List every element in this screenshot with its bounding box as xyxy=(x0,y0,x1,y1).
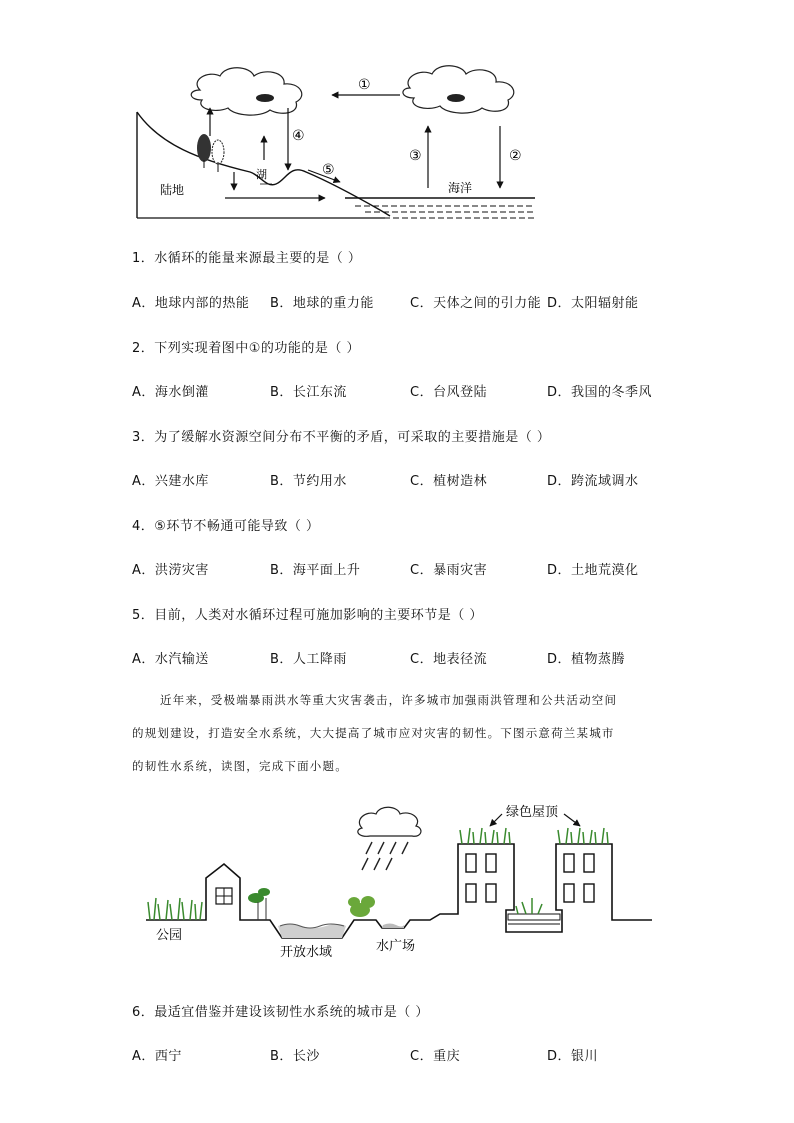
q5-option-b[interactable]: B．人工降雨 xyxy=(270,652,347,667)
shrub-icon xyxy=(348,896,375,917)
building-right-windows xyxy=(564,854,594,902)
label-lake: 湖 xyxy=(256,168,267,181)
q1-option-a[interactable]: A．地球内部的热能 xyxy=(132,296,250,311)
label-n4: ④ xyxy=(292,128,305,144)
question-2-stem: 2．下列实现着图中①的功能的是（ ） xyxy=(132,341,361,356)
open-water xyxy=(278,924,346,938)
label-n1: ① xyxy=(358,77,371,93)
q6-option-d[interactable]: D．银川 xyxy=(547,1049,599,1064)
building-left-windows xyxy=(466,854,496,902)
green-roof-right-icon xyxy=(558,828,608,844)
label-n3: ③ xyxy=(409,148,422,164)
label-green-roof: 绿色屋顶 xyxy=(506,805,559,820)
water-cycle-figure xyxy=(130,60,540,225)
q1-option-b[interactable]: B．地球的重力能 xyxy=(270,296,374,311)
q4-option-d[interactable]: D．土地荒漠化 xyxy=(547,563,639,578)
passage-line-3: 的韧性水系统，读图，完成下面小题。 xyxy=(132,759,348,773)
ground-profile xyxy=(146,844,652,938)
rain-cloud-icon xyxy=(358,807,421,836)
resilient-water-system-figure xyxy=(140,798,660,968)
q2-option-b[interactable]: B．长江东流 xyxy=(270,385,347,400)
cloud-right-icon xyxy=(403,66,514,113)
q1-option-c[interactable]: C．天体之间的引力能 xyxy=(410,296,542,311)
passage-line-2: 的规划建设，打造安全水系统，大大提高了城市应对灾害的韧性。下图示意荷兰某城市 xyxy=(132,726,615,740)
label-n2: ② xyxy=(509,148,522,164)
question-5-stem: 5．目前，人类对水循环过程可施加影响的主要环节是（ ） xyxy=(132,608,483,623)
question-3-stem: 3．为了缓解水资源空间分布不平衡的矛盾，可采取的主要措施是（ ） xyxy=(132,430,551,445)
question-1-stem: 1．水循环的能量来源最主要的是（ ） xyxy=(132,251,362,266)
q2-option-c[interactable]: C．台风登陆 xyxy=(410,385,488,400)
q4-option-b[interactable]: B．海平面上升 xyxy=(270,563,361,578)
q4-option-c[interactable]: C．暴雨灾害 xyxy=(410,563,488,578)
q6-option-a[interactable]: A．西宁 xyxy=(132,1049,182,1064)
label-land: 陆地 xyxy=(160,183,185,197)
green-roof-left-icon xyxy=(460,828,510,844)
q3-option-d[interactable]: D．跨流域调水 xyxy=(547,474,639,489)
question-6-stem: 6．最适宜借鉴并建设该韧性水系统的城市是（ ） xyxy=(132,1005,429,1020)
label-water-plaza: 水广场 xyxy=(376,939,416,954)
q3-option-c[interactable]: C．植树造林 xyxy=(410,474,488,489)
label-ocean: 海洋 xyxy=(448,181,473,195)
water-plaza xyxy=(382,924,404,929)
cloud-left-icon xyxy=(191,68,302,115)
plant-icon xyxy=(248,888,270,920)
park-grass-icon xyxy=(148,898,202,920)
q1-option-d[interactable]: D．太阳辐射能 xyxy=(547,296,639,311)
question-4-stem: 4．⑤环节不畅通可能导致（ ） xyxy=(132,519,320,534)
q3-option-b[interactable]: B．节约用水 xyxy=(270,474,347,489)
label-n5: ⑤ xyxy=(322,162,335,178)
q6-option-c[interactable]: C．重庆 xyxy=(410,1049,461,1064)
q2-option-a[interactable]: A．海水倒灌 xyxy=(132,385,209,400)
label-park: 公园 xyxy=(156,928,183,943)
passage-line-1: 近年来，受极端暴雨洪水等重大灾害袭击，许多城市加强雨洪管理和公共活动空间 xyxy=(160,693,618,707)
label-open-water: 开放水域 xyxy=(280,945,333,960)
land-profile xyxy=(137,112,390,216)
q4-option-a[interactable]: A．洪涝灾害 xyxy=(132,563,209,578)
q5-option-a[interactable]: A．水汽输送 xyxy=(132,652,209,667)
q5-option-d[interactable]: D．植物蒸腾 xyxy=(547,652,626,667)
tree-icon xyxy=(197,134,211,162)
planter-plant-icon xyxy=(516,898,542,914)
q3-option-a[interactable]: A．兴建水库 xyxy=(132,474,209,489)
q6-option-b[interactable]: B．长沙 xyxy=(270,1049,320,1064)
passage xyxy=(132,684,662,783)
q2-option-d[interactable]: D．我国的冬季风 xyxy=(547,385,653,400)
q5-option-c[interactable]: C．地表径流 xyxy=(410,652,488,667)
